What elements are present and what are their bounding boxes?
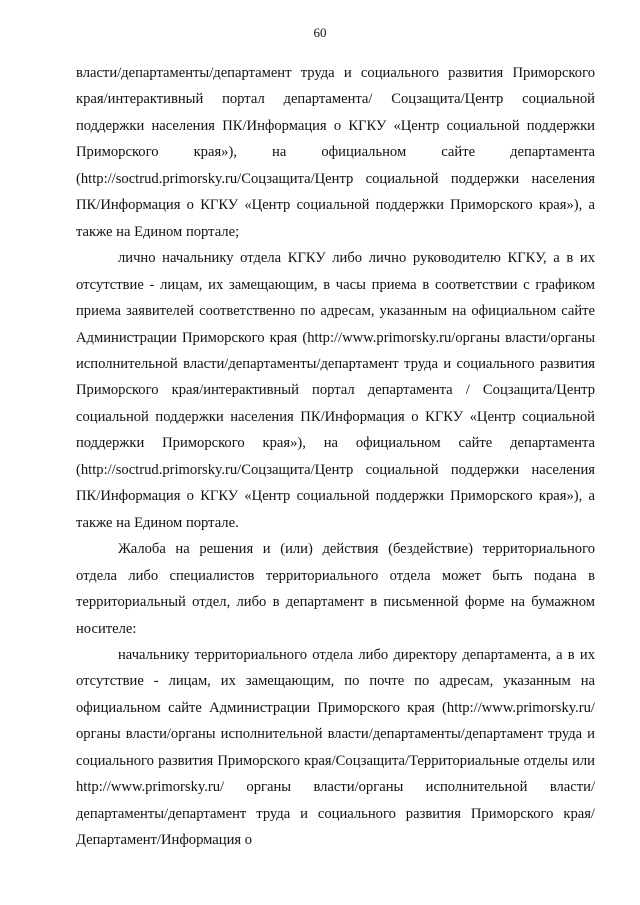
document-body [76, 60, 595, 854]
paragraph-continuation: власти/департаменты/департамент труда и социального развития Приморского края/интерактивный портал департамента/ Соцзащита/Центр социальной поддержки населения ПК/Информация о КГКУ «Центр социальной поддержки Приморского края»), на официальном сайте департамента (http://soctrud.primorsky.ru/Соцзащита/Центр социальной поддержки населения ПК/Информация о КГКУ «Центр социальной поддержки Приморского края»), а также на Едином портале; [76, 65, 595, 240]
paragraph-personal-submission: лично начальнику отдела КГКУ либо лично руководителю КГКУ, а в их отсутствие - лицам, их замещающим, в часы приема в соответствии с графиком приема заявителей соответственно по адресам, указанным на официальном сайте Администрации Приморского края (http://www.primorsky.ru/органы власти/органы исполнительной власти/департаменты/департамент труда и социального развития Приморского края/интерактивный портал департамента / Соцзащита/Центр социальной поддержки населения ПК/Информация о КГКУ «Центр социальной поддержки Приморского края»), на официальном сайте департамента (http://soctrud.primorsky.ru/Соцзащита/Центр социальной поддержки населения ПК/Информация о КГКУ «Центр социальной поддержки Приморского края»), а также на Едином портале. [76, 250, 595, 531]
page-number: 60 [313, 25, 327, 40]
paragraph-complaint: Жалоба на решения и (или) действия (бездействие) территориального отдела либо специалистов территориального отдела может быть подана в территориальный отдел, либо в департамент в письменной форме на бумажном носителе: [76, 541, 595, 637]
paragraph-mail-submission: начальнику территориального отдела либо директору департамента, а в их отсутствие - лицам, их замещающим, по почте по адресам, указанным на официальном сайте Администрации Приморского края (http://www.primorsky.ru/органы власти/органы исполнительной власти/департаменты/департамент труда и социального развития Приморского края/Соцзащита/Территориальные отделы или http://www.primorsky.ru/ органы власти/органы исполнительной власти/департаменты/департамент труда и социального развития Приморского края/Департамент/Информация о [76, 646, 595, 849]
